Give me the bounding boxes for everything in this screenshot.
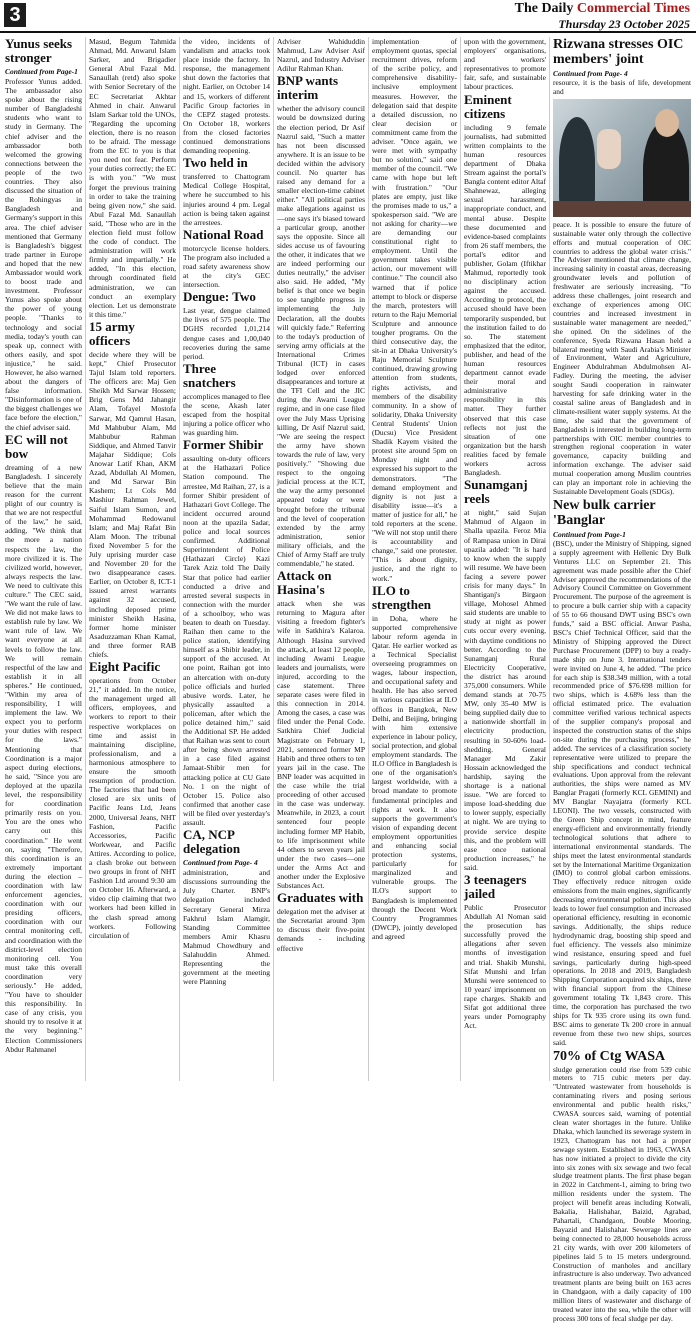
headline-hasina-attack: Attack on Hasina's (277, 568, 332, 598)
article-text: implementation of employment quotas, special recruitment drives, reform of the scribe policy, and comprehensive disability-inclusive employment measures. However, the delegation said that despite a detailed discussion, no clear decision or commitment came from the adviser. "Once again, we were met with sympathy but no solution," said one member of the council. "We came with hope but left with frustration." "Our plates are empty, just like the promises made to us," a spokesperson said. "We are not asking for charity—we are demanding our constitutional right to employment. Until the government takes visible action, our movement will continue." The council also warned that if police attempt to block or disperse the march, protesters will return to the Raju Memorial Sculpture and announce tougher programs. On the third consecutive day, the sit-in at Dhaka University's Raju Memorial Sculpture continued, drawing growing attention from students, rights activists, and members of the disability community. In a show of solidarity, Dhaka University Central Students' Union (Ducsu) Vice President Shadik Kayem visited the protest site around 5pm on Monday night and expressed his support to the demonstrators. "The demand employment and dignity is not just a disability issue—it's a matter of justice for all," he told reporters at the scene. "We will not stop until there is accountability and change," said one protester. "This is about dignity, justice, and the right to work." (372, 37, 457, 583)
article-text: delegation met the adviser at the Secretariat around 3pm to discuss their five-point demands - including effective (277, 907, 365, 953)
photo-person (559, 117, 595, 207)
article-text: accomplices managed to flee the scene, Akash later escaped from the hospital injuring a police officer who was guarding him. (183, 391, 270, 438)
headline-ncp: CA, NCP delegation (183, 827, 241, 857)
masthead-rule (0, 31, 696, 33)
article-text: upon with the government, employers' organisations, and workers' representatives to promote fair, safe, and sustainable labour practices. (464, 37, 546, 92)
headline-shibir: Former Shibir (183, 437, 264, 453)
article-text: sludge generation could rise from 539 cubic meters to 715 cubic meters per day. "Untreated wastewater from households is contaminating rivers and posing serious environmental and public health risks," CWASA sources said, warning of potential clean water shortages in the future. Unlike Dhaka, which launched its sewerage system in 1923, Chattogram has not had a proper sewage system. Established in 1963, CWASA has now initiated a project to divide the city into six zones with six sewage and two fecal sludge treatment plants. The first phase began in 2022 in Catchment-1, aiming to bring two million residents under the system. The project will benefit areas including Kotwali, Bakalia, Halishahar, Baizid, Agrabad, Pahartali, Chandgaon, Double Mooring, Bayazid and Halishahar. Sewerage lines are being connected to 28,000 households across 21 city wards, with over 200 kilometers of pipelines laid 5 to 15 meters underground. Construction of manholes and ancillary infrastructure is also underway. Two advanced treatment plants are being built on 163 acres in Chandgaon, with a daily capacity of 100 million liters of wastewater and discharge of treated water into the sea, while the other will process 300 tons of fecal sludge per day. (553, 1064, 691, 1323)
article-text: motorcycle license holders. The program also included a road safety awareness show at the city's GEC intersection. (183, 243, 270, 290)
column-2 (86, 37, 180, 1081)
page-number: 3 (4, 3, 26, 27)
headline-graduates: Graduates with (277, 890, 364, 906)
headline-bnp: BNP wants interim (277, 73, 339, 103)
article-text: whether the advisory council would be downsized during the election period, Dr Asif Nazrul said, "Such a matter has not been discussed anywhere. It is an issue to be decided within the advisory council. No quarter has raised any demand for a smaller election-time cabinet either." "All political parties make allegations against us—one says it's biased toward a particular group, another says the opposite. Since all sides accuse us of favouring the other, it indicates that we are indeed performing our duties neutrally," the adviser also said. He added, "My belief is that once we begin to see tangible progress in implementing the July Declaration, all the doubts will quickly fade." Referring to the today's production of serving army officials at the International Crimes Tribunal (ICT) in cases lodged over enforced disappearances and torture at the TFI Cell and the JIC during the Awami League regime, and in one case filed over the July Mass Uprising killing, Dr Asif Nazrul said, "We are seeing the respect the army have shown towards the rule of law, very positively." "Showing due respect to the ongoing judicial process at the ICT, the way the army personnel appeared today or were brought before the tribunal and the level of cooperation extended by the army administration, senior military officials, and the Chief of Army Staff are truly commendable," he stated. (277, 104, 365, 569)
masthead-right (515, 1, 690, 32)
article-text: including 9 female journalists, had submitted written complaints to the human resources department of Dhaka Stream against the portal's Bangla content editor Altaf Shahnewaz, alleging sexual harassment, inappropriate conduct, and mental abuse. Despite these documented and evidence-based complaints from 26 staff members, the portal's editor and publisher, Golam (Iftikhar Mahmud, reportedly took no disciplinary action against the accused. According to protocol, the accused should have been temporarily suspended, but the institution failed to do so. The statement emphasized that the editor, publisher, and head of the human resources department cannot evade their moral and administrative responsibility in this matter. They further observed that this case reflects not just the situation of one organization but the harsh realities faced by female workers across Bangladesh. (464, 122, 546, 478)
headline-rizwana: Rizwana stresses OIC members' joint (553, 37, 684, 67)
issue-date: Thursday 23 October 2025 (558, 17, 690, 31)
headline-eminent: Eminent citizens (464, 91, 512, 121)
continued-note: Continued from Page-1 (5, 67, 78, 76)
conference-photo (553, 99, 691, 217)
article-text: dreaming of a new Bangladesh. I sincerely believe that the main reason for the current plight of our country is that we are not respectful of the law," he said, adding, "We think that the more a nation respects the law, the more civilized it is. The civilized world, however, always respects the law. We need to cultivate this culture." The CEC said, "We want the rule of law. We did not make laws to establish rule by law. We want rule of law. We want everyone at all levels to follow the law. We will remain respectful of the law and establish it in all spheres." He continued, "Within my area of responsibility, I will implement the law. We expect you to perform your duties with respect for the laws." Mentioning that Coordination is a major aspect during elections, he said, "Since you are deployed at the upazila level, the responsibility for coordination primarily rests on you. You are the ones who carry out this coordination." He went on, saying "Therefore, this coordination is an extremely important during the election – coordination with law enforcement agencies, coordination with our presiding officers, coordination with our central monitoring cell, and coordination with the district-level election monitoring cell. You must take this overall coordination very seriously." He added, "You have to shoulder this responsibility. In case of any crisis, you should try to resolve it at the very beginning." Election Commissioners Abdur Rahmanel (5, 462, 82, 1054)
continued-note: Continued from Page-1 (553, 529, 626, 539)
article-text: operations from October 21," it added. In the notice, the management urged all officers, employees, and workers to report to their respective workplaces on time and assist in maintaining discipline, professionalism, and a harmonious atmosphere to ensure the smooth resumption of production. The factories that had been closed are six units of Pacific Jeans Ltd, Jeans 2000, Universal Jeans, NHT Fashion, Pacific Accessories, Pacific Workwear, and Pacific Attires. According to police, a clash broke out between two groups in front of NHT Fashion Ltd around 9:30 am on October 16. Afterward, a video clip claiming that two workers had been killed in the clash spread among workers. Following circulation of (89, 676, 176, 940)
photo-face (655, 109, 679, 137)
headline-sunamganj: Sunamganj reels (464, 477, 528, 507)
headline-ec: EC will not bow (5, 431, 68, 461)
headline-teenagers: 3 teenagers jailed (464, 871, 527, 901)
article-text: transferred to Chattogram Medical College Hospital, where he succumbed to his injuries around 4 pm. Legal action is being taken against the arrestees. (183, 172, 270, 227)
headline-wasa: 70% of Ctg WASA (553, 1048, 666, 1064)
column-4 (274, 37, 369, 1081)
headline-snatchers: Three snatchers (183, 360, 236, 390)
columns (2, 36, 694, 1323)
headline-two-held: Two held in (183, 155, 248, 171)
column-7 (550, 37, 694, 1323)
article-text: the video, incidents of vandalism and attacks took place inside the factory. In response, the management shut down the factories that night. Earlier, on October 14 and 15, workers of different Pacific Group factories in the CEPZ staged protests. On October 18, workers from the closed factories continued demonstrations demanding reopening. (183, 37, 270, 156)
article-text: peace. It is possible to ensure the future of sustainable water only through the collective efforts and mutual cooperation of OIC countries to address the global water crisis." The Adviser mentioned that climate change, increasing salinity in coastal areas, decreasing groundwater levels and pollution of freshwater are seriously increasing. "To address these challenges, joint research and exchange of experiences among OIC countries and increased investment in sustainable water management are needed," she opined. On the sidelines of the conference, Syeda Rizwana Hasan held a bilateral meeting with Saudi Arabia's Minister of Environment, Water and Agriculture, Engineer Abdulrahman Abdulmohsen Al-Fadley. During the meeting, the adviser sought Saudi cooperation in rainwater harvesting for safe drinking water in the coastal saline areas of Bangladesh and in climate-resilient water supply systems. At the time, she said that the government of Bangladesh is interested in building long-term partnerships with OIC member countries to strengthen regional cooperation in water governance, capacity building and information exchange. The adviser said mutual cooperation among Muslim countries can play an important role in achieving the Sustainable Development Goals (SDGs). (553, 219, 691, 496)
headline-bulk-carrier: New bulk carrier 'Banglar (553, 497, 656, 528)
article-text: at night," said Sujan Mahmud of Algaon in Shalla upazila. Feroz Mia of Rampasa union in Dirai upazila added: "It is hard to know when the supply will resume. We have been facing a severe power crisis for many days." In Shantiganj's Birgaon village, Mohosel Ahmed said students are unable to study at night as power cuts occur every evening, with daytime conditions no better. According to the Sunamganj Rural Electricity Cooperative, the district has around 375,000 consumers. While demand stands at 70-75 MW, only 35-40 MW is being supplied daily due to a nationwide shortfall in electricity production, resulting in 50-60% load-shedding. General Manager Md Zakir Hossain acknowledged the hardship, saying the shortage is a national issue. "We are forced to impose load-shedding due to lower supply, especially at night. We are trying to provide service despite this, and the problem will ease once national production increases," he said. (464, 508, 546, 872)
paper-brand: Commercial Times (576, 1, 690, 16)
headline-dengue: Dengue: Two (183, 289, 256, 305)
column-3 (180, 37, 274, 1081)
continued-note: Continued from Page- 4 (553, 69, 628, 78)
column-1 (2, 37, 86, 1081)
headline-yunus: Yunus seeks stronger (5, 36, 73, 65)
article-text: (BSC), under the Ministry of Shipping, signed a supply agreement with Hellenic Dry Bulk Ventures LLC on September 21. This agreement was made possible after the Chief Adviser approved the recommendations of the Advisory Council Committee on Government Procurement. The purpose of the agreement is to procure a bulk carrier ship with a capacity of 55 to 66 thousand DWT using BSC's own funds," said a BSC official. Anwar Pasha, BSC's Chief Technical Officer, said that the Ministry of Shipping approved the Direct Purchase Procurement (DPP) to buy a ready-made ship on June 3. International tenders were invited on June 4, he added. "The price for each ship is $38.349 million, with a total recommended price of $76.698 million for two ships, which is 4.68% less than the official estimated price. The evaluation committee verified various technical aspects of the supplier company's proposal and inspected the construction status of the ships on-site during the purchasing process," he added. The services of a classification society representative were utilized to prepare the ship specifications and conduct technical evaluations. Upon approval from the relevant authorities, the ships were named as MV Banglar Pragati (formerly KCL GEMINI) and MV Banglar Nayajatra (formerly KCL LEONI). The two vessels, constructed with the Green Ship concept in mind, feature energy-efficient and environmentally friendly technological solutions that adhere to international environmental standards. The ships meet the latest environmental standards set by the International Maritime Organization (IMO) to control global carbon emissions. They effectively reduce nitrogen oxide emissions from the main engines, significantly decreasing environmental pollution. This also leads to lower fuel consumption and increased operational efficiency, resulting in economic savings. Additionally, the ships reduce hydrodynamic drag, boosting ship speed and fuel efficiency. The vessels also minimize wind resistance, ensuring speed and fuel savings, particularly during high-speed operations. In 2018 and 2019, Bangladesh Shipping Corporation acquired six ships, three with financial support from the Chinese government totaling Tk 1,843 crore. This time, the corporation has purchased the two ships for Tk 935 crore using its own fund. BSC aims to generate Tk 200 crore in annual revenue from these two new ships, sources said. (553, 538, 691, 1047)
article-text: Professor Yunus added. The ambassador also spoke about the rising number of Bangladeshi students who want to study in Germany. The chief adviser and the ambassador both welcomed the growing connections between the people of the two countries. They also discussed the situation of the Rohingyas in Bangladesh and Germany's support in this area. The chief adviser mentioned that Germany is Bangladesh's biggest trade partner in Europe and hoped that the new Ambassador would work to boost trade and investment. Professor Yunus also spoke about the power of young people. "Thanks to technology and social media, today's youth can speak up, connect with others easily, and spot injustice," he said. However, he also warned about the dangers of false information. "Disinformation is one of the biggest challenges we face before the election," the chief adviser said. (5, 77, 82, 432)
article-text: attack when she was returning to Magura after visiting a freedom fighter's wife in Satkhira's Kalaroa. Although Hasina survived the attack, at least 12 people, including Awami League leaders and journalists, were injured, according to the case statement. Three separate cases were filed in this connection in 2014. Among the cases, a case was filed under the Penal Code. Satkhira Chief Judicial Magistrate on February 1, 2021, sentenced former MP Habib and three others to ten years jail in the case. The BNP leader was acquitted in the case while the trial proceeding of other accused in the case was underway. Meanwhile, in 2023, a court sentenced four people including former MP Habib, to life imprisonment while 44 others to seven years jail under the two cases—one under the Arms Act and another under the Explosive Substances Act. (277, 599, 365, 891)
column-5 (369, 37, 461, 1081)
headline-army-officers: 15 army officers (89, 318, 135, 348)
column-6 (461, 37, 550, 1081)
article-text: administration, and discussions surrounding the July Charter. BNP's delegation included Secretary General Mirza Fakhrul Islam Alamgir, Standing Committee members Amir Khasru Mahmud Chowdhury and Salahuddin Ahmed. Representing the government at the meeting were Planning (183, 868, 270, 987)
paper-title (515, 1, 690, 17)
article-text: resource, it is the basis of life, development and (553, 78, 691, 96)
article-text: Public Prosecutor Abdullah Al Noman said the prosecution has successfully proved the allegations after seven months of investigation and trial. Shakib Munshi, Sifat Munshi and Irfan Munshi were sentenced to 10 years' imprisonment on rape charges. Shakib and Sifat got additional three years under Pornography Act. (464, 902, 546, 1031)
article-text: Last year, dengue claimed the lives of 575 people. The DGHS recorded 1,01,214 dengue cases and 1,00,040 recoveries during the same period. (183, 306, 270, 361)
article-text: in Doha, where he supported comprehensive labour reform agenda in Qatar. He earlier worked as a Technical Specialist overseeing programmes on wages, labour inspection, and occupational safety and health. He has also served in various capacities at ILO offices in Bangkok, New Delhi, and Beijing, bringing with him extensive experience in labour policy, social protection, and global employment standards. The ILO Office in Bangladesh is one of the organisation's largest worldwide, with a broad mandate to promote fundamental principles and rights at work. It also supports the government's vision of expanding decent employment opportunities and enhancing social protection systems, particularly for marginalized and vulnerable groups. The ILO's support to Bangladesh is implemented through the Decent Work Country Programmes (DWCP), jointly developed and agreed (372, 613, 457, 941)
article-text: Masud, Begum Tahmida Ahmad, Md. Anwarul Islam Sarker, and Brigadier General Abul Fazal Md. Sanaullah (retd) also spoke with Senior Secretary of the EC Secretariat Akhtar Ahmed in chair. Anwarul Islam Sarkar told the UNOs, "Regarding the upcoming election, there is no reason to be afraid. The message from the EC to you is that you need not fear. Perform your duties correctly; the EC is with you." "We must forget the previous training in order to take the training being given now," she said. Abul Fazal Md. Sanaullah said, "Those who are in the election field must follow the code of conduct. The administration will work firmly and impartially." He added, "In this election, through coordinated field administration, we can conduct an exemplary election. Let us demonstrate it this time." (89, 37, 176, 319)
article-text: assaulting on-duty officers at the Hathazari Police Station compound. The arrestee, Md Raihan, 27, is a former Shibir president of Hathazari Govt College. The incident occurred around noon at the upazila Sadar, police and local sources confirmed. Additional Superintendent of Police (Hathazari Circle) Kazi Tarek Aziz told The Daily Star that police had earlier conducted a drive and arrested several suspects in connection with the murder of a schoolboy, who was beaten to death on Tuesday. Raihan then came to the police station, identifying himself as a Shibir leader, in support of the accused. At one point, Raihan got into an altercation with on-duty police officials and hurled abusive words. Later, he physically assaulted a policeman, after which the police detained him," said the Additional SP. He added that Raihan was sent to court after being shown arrested in a case filed against Jamaat-Shibir men for attacking police at CU Gate No. 1 on the night of October 15. Police also confirmed that another case will be filed over yesterday's assault. (183, 454, 270, 828)
photo-person (597, 129, 621, 169)
article-text: decide where they will be kept," Chief Prosecutor Tajul Islam told reporters. The officers are: Maj Gen Sheikh Md Sarwar Hossen; Brig Gens Md Jahangir Alam, Tofayel Mostofa Sarwar, Md Qamrul Hasan, Md Mahbubur Alam, Md Mahbubur Rahman Siddique, and Ahmed Tanvir Majahar Siddique; Cols Anowar Latif Khan, AKM Azad, Abdullah Al Momen, and Md Sarwar Bin Kashem; Lt Cols Md Mashiur Rahman Jewel, Saiful Islam Sumon, and Mohammad Redowanul Islam; and Maj Rafat Bin Alam Moon. The tribunal fixed November 5 for the July uprising murder case and November 20 for the two disappearance cases. Earlier, on October 8, ICT-1 issued arrest warrants against 32 accused, including deposed prime minister Sheikh Hasina, former home minister Asaduzzaman Khan Kamal, and three former RAB chiefs. (89, 349, 176, 659)
headline-ilo: ILO to strengthen (372, 582, 431, 612)
photo-table (553, 201, 691, 217)
headline-pacific: Eight Pacific (89, 659, 161, 675)
continued-note: Continued from Page- 4 (183, 858, 258, 868)
paper-prefix: The Daily (514, 1, 574, 16)
article-text: Adviser Wahiduddin Mahmud, Law Adviser Asif Nazrul, and Industry Adviser Adilur Rahman Khan. (277, 37, 365, 74)
masthead (0, 0, 696, 32)
headline-national-road: National Road (183, 226, 264, 242)
